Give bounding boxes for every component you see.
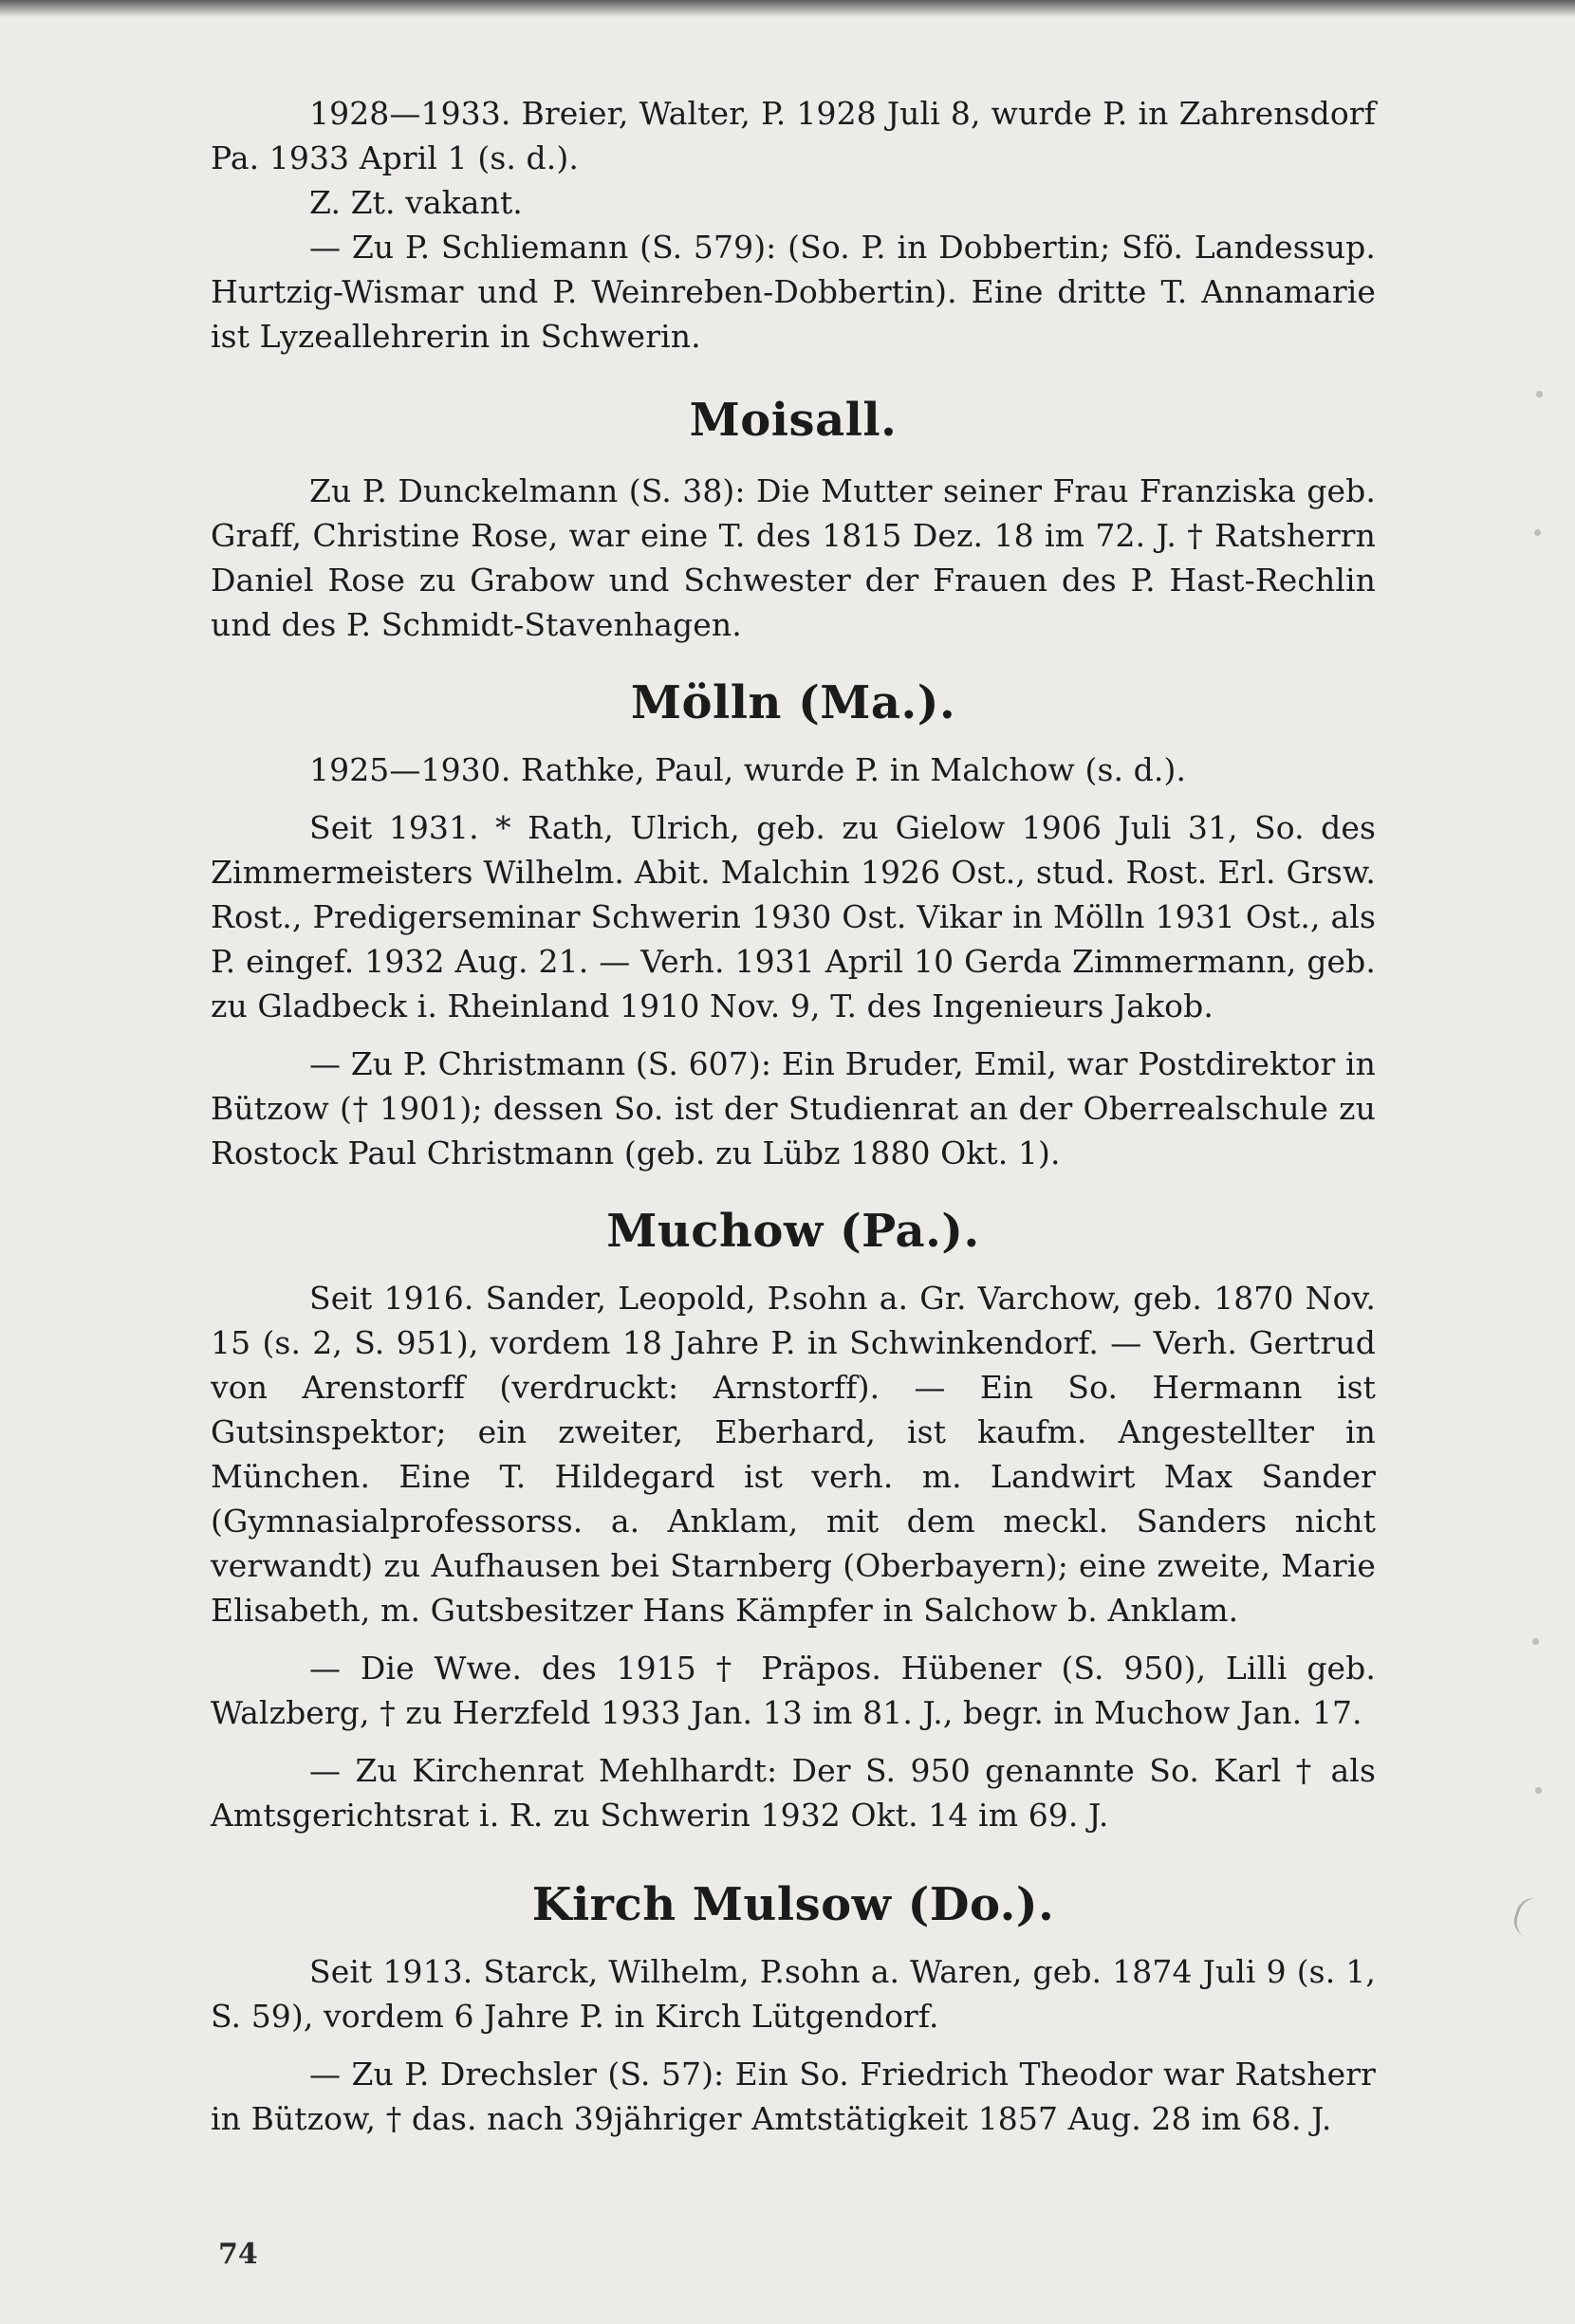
kirch-mulsow-section <box>211 1877 1376 2141</box>
entry-paragraph: — Die Wwe. des 1915 † Präpos. Hübener (S. 950), Lilli geb. Walzberg, † zu Herzfeld 1933 Jan. 13 im 81. J., begr. in Muchow Jan. 17. <box>211 1650 1376 1731</box>
margin-dot <box>1536 391 1543 397</box>
top-edge-shadow <box>0 0 1575 17</box>
page-number: 74 <box>218 2238 258 2271</box>
section-heading-muchow: Muchow (Pa.). <box>606 1205 980 1258</box>
entry-paragraph: Seit 1931. * Rath, Ulrich, geb. zu Gielow 1906 Juli 31, So. des Zimmermeisters Wilhelm. Abit. Malchin 1926 Ost., stud. Rost. Erl. Grsw. Rost., Predigerseminar Schwerin 1930 Ost. Vikar in Mölln 1931 Ost., als P. eingef. 1932 Aug. 21. — Verh. 1931 April 10 Gerda Zimmermann, geb. zu Gladbeck i. Rheinland 1910 Nov. 9, T. des Ingenieurs Jakob. <box>211 809 1376 1024</box>
moelln-section <box>211 675 1376 1175</box>
muchow-section <box>211 1204 1376 1837</box>
section-heading-kirch-mulsow: Kirch Mulsow (Do.). <box>531 1878 1055 1931</box>
entry-paragraph: Zu P. Dunckelmann (S. 38): Die Mutter seiner Frau Franziska geb. Graff, Christine Rose, war eine T. des 1815 Dez. 18 im 72. J. † Ratsherrn Daniel Rose zu Grabow und Schwester der Frauen des P. Hast-Rechlin und des P. Schmidt-Stavenhagen. <box>211 472 1376 643</box>
entry-paragraph: — Zu P. Drechsler (S. 57): Ein So. Friedrich Theodor war Ratsherr in Bützow, † das. nach 39jähriger Amtstätigkeit 1857 Aug. 28 im 68. J. <box>211 2056 1376 2137</box>
entry-paragraph: — Zu P. Schliemann (S. 579): (So. P. in Dobbertin; Sfö. Landessup. Hurtzig-Wismar und P. Weinreben-Dobbertin). Eine dritte T. Annamarie ist Lyzeallehrerin in Schwerin. <box>211 229 1376 355</box>
entry-paragraph: — Zu P. Christmann (S. 607): Ein Bruder, Emil, war Postdirektor in Bützow († 1901); dessen So. ist der Studienrat an der Oberrealschule zu Rostock Paul Christmann (geb. zu Lübz 1880 Okt. 1). <box>211 1045 1376 1171</box>
section-heading-moelln: Mölln (Ma.). <box>630 676 956 729</box>
margin-dot <box>1532 1638 1539 1645</box>
entry-paragraph: — Zu Kirchenrat Mehlhardt: Der S. 950 genannte So. Karl † als Amtsgerichtsrat i. R. zu Schwerin 1932 Okt. 14 im 69. J. <box>211 1752 1376 1834</box>
margin-dot <box>1535 1787 1542 1794</box>
right-margin-marks <box>1499 0 1575 2324</box>
entry-paragraph: 1925—1930. Rathke, Paul, wurde P. in Malchow (s. d.). <box>309 751 1187 788</box>
moisall-section <box>211 393 1376 647</box>
entry-paragraph: Z. Zt. vakant. <box>309 184 523 221</box>
margin-pencil-curl <box>1510 1894 1548 1941</box>
entry-paragraph: Seit 1916. Sander, Leopold, P.sohn a. Gr. Varchow, geb. 1870 Nov. 15 (s. 2, S. 951), vordem 18 Jahre P. in Schwinkendorf. — Verh. Gertrud von Arenstorff (verdruckt: Arnstorff). — Ein So. Hermann ist Gutsinspektor; ein zweiter, Eberhard, ist kaufm. Angestellter in München. Eine T. Hildegard ist verh. m. Landwirt Max Sander (Gymnasialprofessorss. a. Anklam, mit dem meckl. Sanders nicht verwandt) zu Aufhausen bei Starnberg (Oberbayern); eine zweite, Marie Elisabeth, m. Gutsbesitzer Hans Kämpfer in Salchow b. Anklam. <box>211 1280 1376 1629</box>
entry-paragraph: Seit 1913. Starck, Wilhelm, P.sohn a. Waren, geb. 1874 Juli 9 (s. 1, S. 59), vordem 6 Jahre P. in Kirch Lütgendorf. <box>211 1953 1376 2035</box>
book-page <box>211 91 1376 2273</box>
intro-section <box>211 91 1376 359</box>
entry-paragraph: 1928—1933. Breier, Walter, P. 1928 Juli 8, wurde P. in Zahrensdorf Pa. 1933 April 1 (s. d.). <box>211 95 1376 176</box>
section-heading-moisall: Moisall. <box>689 394 898 447</box>
margin-dot <box>1534 529 1541 536</box>
